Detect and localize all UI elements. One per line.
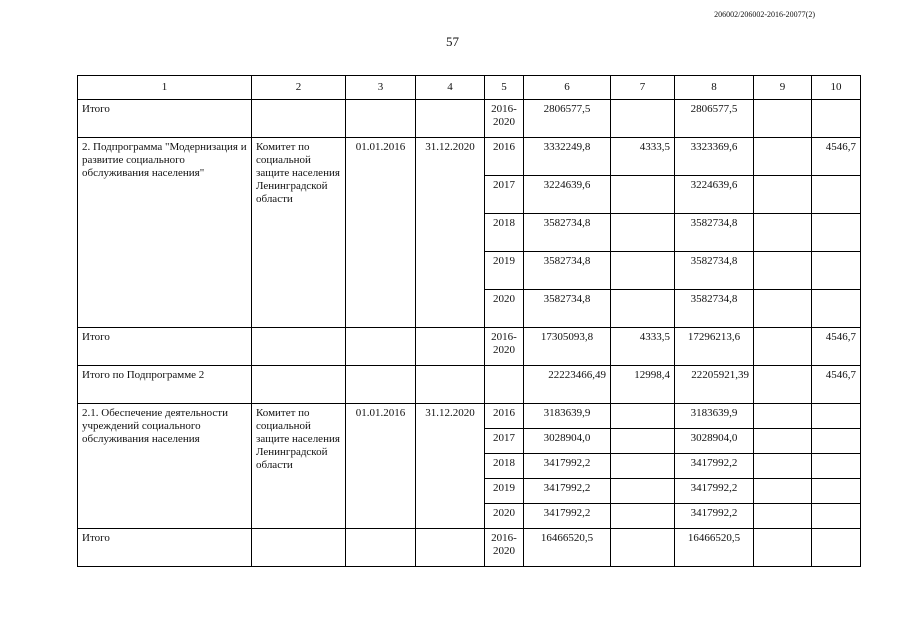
amount-cell: 3183639,9: [524, 404, 611, 429]
table-row: [78, 138, 861, 176]
year-cell: 2016-2020: [485, 529, 524, 567]
end-date: 31.12.2020: [416, 404, 485, 529]
year-cell: 2019: [485, 252, 524, 290]
start-date: 01.01.2016: [346, 404, 416, 529]
header-cell: 2: [252, 76, 346, 100]
amount-cell: 3582734,8: [675, 252, 754, 290]
document-id: 206002/206002-2016-20077(2): [714, 10, 815, 19]
page-number: 57: [446, 34, 459, 49]
amount-cell: 3417992,2: [675, 454, 754, 479]
amount-cell: 2806577,5: [524, 100, 611, 138]
agency-name: Комитет по социальной защите населения Ленинградской области: [252, 138, 346, 328]
amount-cell: 4333,5: [611, 138, 675, 176]
end-date: 31.12.2020: [416, 138, 485, 328]
amount-cell: 3224639,6: [524, 176, 611, 214]
amount-cell: 3417992,2: [524, 504, 611, 529]
amount-cell: 16466520,5: [524, 529, 611, 567]
amount-cell: 3582734,8: [524, 290, 611, 328]
header-cell: 3: [346, 76, 416, 100]
budget-table: [77, 75, 861, 567]
start-date: 01.01.2016: [346, 138, 416, 328]
amount-cell: 4546,7: [812, 366, 861, 404]
total-row: [78, 328, 861, 366]
year-cell: 2019: [485, 479, 524, 504]
header-row: [78, 76, 861, 100]
header-cell: 8: [675, 76, 754, 100]
amount-cell: 2806577,5: [675, 100, 754, 138]
header-cell: 9: [754, 76, 812, 100]
amount-cell: 3417992,2: [524, 479, 611, 504]
amount-cell: 3183639,9: [675, 404, 754, 429]
header-cell: 7: [611, 76, 675, 100]
header-cell: 5: [485, 76, 524, 100]
year-cell: 2017: [485, 176, 524, 214]
amount-cell: 3582734,8: [675, 290, 754, 328]
amount-cell: 3582734,8: [524, 252, 611, 290]
year-cell: 2020: [485, 504, 524, 529]
header-cell: 1: [78, 76, 252, 100]
header-cell: 6: [524, 76, 611, 100]
amount-cell: 3417992,2: [524, 454, 611, 479]
row-label: Итого: [78, 328, 252, 366]
agency-name: Комитет по социальной защите населения Ленинградской области: [252, 404, 346, 529]
table-row: [78, 404, 861, 429]
amount-cell: 22223466,49: [524, 366, 611, 404]
year-cell: 2018: [485, 214, 524, 252]
row-label: Итого: [78, 100, 252, 138]
amount-cell: 3582734,8: [524, 214, 611, 252]
amount-cell: 3332249,8: [524, 138, 611, 176]
row-label: Итого: [78, 529, 252, 567]
year-cell: 2016: [485, 404, 524, 429]
amount-cell: 3028904,0: [524, 429, 611, 454]
header-cell: 10: [812, 76, 861, 100]
amount-cell: 3582734,8: [675, 214, 754, 252]
amount-cell: 12998,4: [611, 366, 675, 404]
grand-total-row: [78, 366, 861, 404]
amount-cell: 3323369,6: [675, 138, 754, 176]
amount-cell: 17296213,6: [675, 328, 754, 366]
program-name: 2.1. Обеспечение деятельности учреждений социального обслуживания населения: [78, 404, 252, 529]
header-cell: 4: [416, 76, 485, 100]
total-row: [78, 529, 861, 567]
amount-cell: 22205921,39: [675, 366, 754, 404]
year-cell: 2016-2020: [485, 328, 524, 366]
amount-cell: 4333,5: [611, 328, 675, 366]
amount-cell: 4546,7: [812, 138, 861, 176]
amount-cell: 3224639,6: [675, 176, 754, 214]
program-name: 2. Подпрограмма "Модернизация и развитие социального обслуживания населения": [78, 138, 252, 328]
year-cell: 2016: [485, 138, 524, 176]
year-cell: 2020: [485, 290, 524, 328]
amount-cell: 16466520,5: [675, 529, 754, 567]
amount-cell: 3417992,2: [675, 479, 754, 504]
amount-cell: 17305093,8: [524, 328, 611, 366]
total-row: [78, 100, 861, 138]
amount-cell: 3028904,0: [675, 429, 754, 454]
year-cell: 2018: [485, 454, 524, 479]
amount-cell: 3417992,2: [675, 504, 754, 529]
amount-cell: 4546,7: [812, 328, 861, 366]
year-cell: 2017: [485, 429, 524, 454]
year-cell: 2016-2020: [485, 100, 524, 138]
row-label: Итого по Подпрограмме 2: [78, 366, 252, 404]
